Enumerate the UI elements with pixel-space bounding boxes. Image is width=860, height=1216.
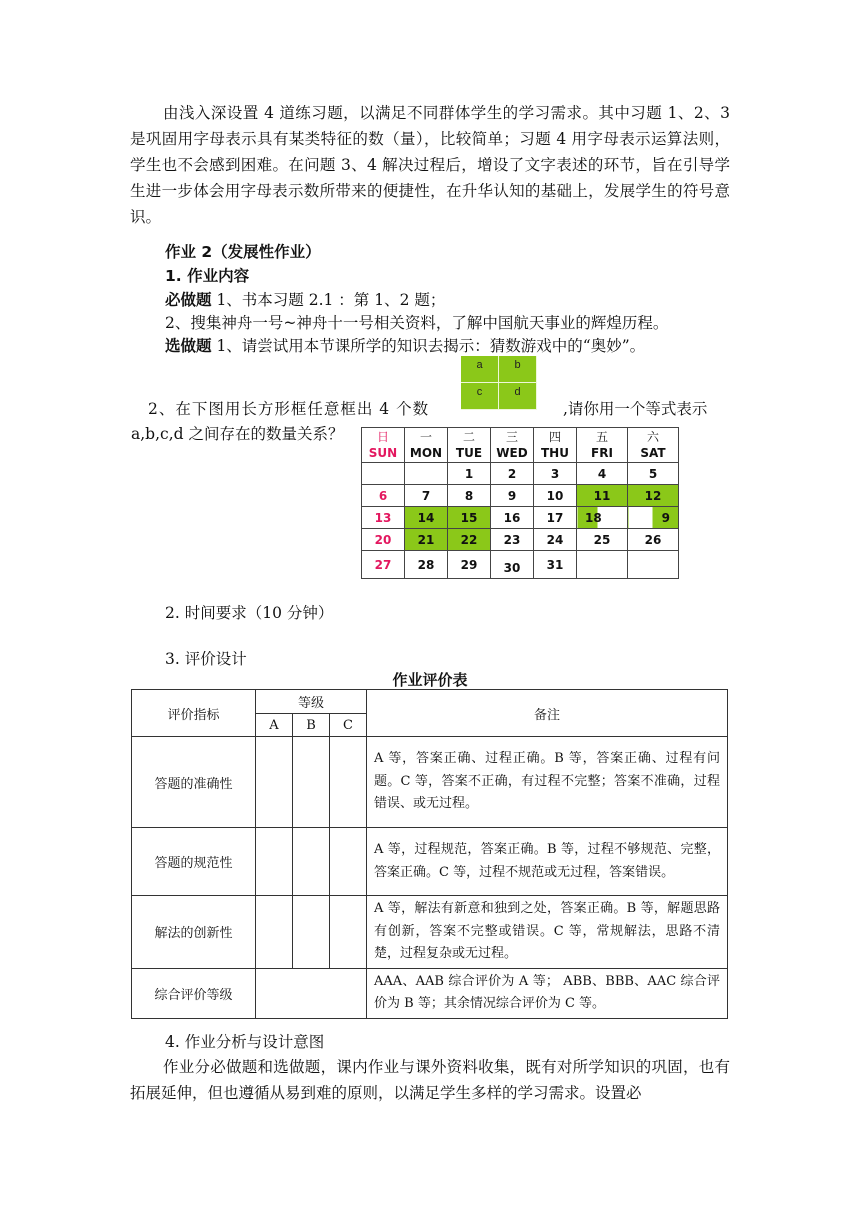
calendar-day xyxy=(577,551,628,579)
eval-row-note: A 等，答案正确、过程正确。B 等，答案正确、过程有问题。C 等，答案不正确，有过程不完整；答案不准确，过程错误、或无过程。 xyxy=(367,737,728,828)
eval-row-name: 综合评价等级 xyxy=(132,968,256,1018)
calendar-day: 30 xyxy=(491,551,534,579)
calendar-day: 27 xyxy=(362,551,405,579)
calendar-header-sat: 六 SAT xyxy=(628,428,679,463)
analysis-heading: 4. 作业分析与设计意图 xyxy=(165,1033,325,1051)
calendar-day: 7 xyxy=(405,485,448,507)
calendar-day: 8 xyxy=(448,485,491,507)
calendar-week-1 xyxy=(362,463,679,485)
calendar-day-highlighted: 18 xyxy=(577,507,628,529)
calendar-day: 13 xyxy=(362,507,405,529)
eval-cell-c xyxy=(330,828,367,896)
calendar-week-5 xyxy=(362,551,679,579)
eval-header-row xyxy=(132,690,728,714)
calendar-day: 3 xyxy=(534,463,577,485)
abcd-cell-d: d xyxy=(499,383,537,410)
eval-grade-b: B xyxy=(293,714,330,737)
calendar-day-highlighted: 14 xyxy=(405,507,448,529)
abcd-cell-b: b xyxy=(499,356,537,383)
eval-cell-c xyxy=(330,737,367,828)
eval-row-name: 答题的准确性 xyxy=(132,737,256,828)
eval-row xyxy=(132,896,728,969)
calendar-day: 10 xyxy=(534,485,577,507)
eval-row-note: A 等，过程规范，答案正确。B 等，过程不够规范、完整，答案正确。C 等，过程不规范或无过程，答案错误。 xyxy=(367,828,728,896)
calendar-day xyxy=(628,551,679,579)
calendar-day: 29 xyxy=(448,551,491,579)
eval-cell-a xyxy=(256,828,293,896)
calendar-day xyxy=(405,463,448,485)
optional-item-2-c: a,b,c,d 之间存在的数量关系？ xyxy=(131,425,344,443)
optional-label: 选做题 xyxy=(165,337,212,355)
calendar-day: 9 xyxy=(491,485,534,507)
calendar-header-tue: 二 TUE xyxy=(448,428,491,463)
eval-cell-a xyxy=(256,737,293,828)
eval-header-grade: 等级 xyxy=(256,690,367,714)
eval-cell-b xyxy=(293,896,330,969)
optional-item-1: 1、请尝试用本节课所学的知识去揭示：猜数游戏中的“奥妙”。 xyxy=(211,337,646,355)
calendar-day: 26 xyxy=(628,529,679,551)
eval-header-note: 备注 xyxy=(367,690,728,737)
eval-row xyxy=(132,828,728,896)
calendar-day: 17 xyxy=(534,507,577,529)
calendar-day: 24 xyxy=(534,529,577,551)
calendar-day: 6 xyxy=(362,485,405,507)
calendar-day-highlighted: 12 xyxy=(628,485,679,507)
eval-table-title: 作业评价表 xyxy=(392,671,468,689)
eval-design-heading: 3. 评价设计 xyxy=(165,650,247,668)
calendar-day-highlighted: 21 xyxy=(405,529,448,551)
calendar xyxy=(361,427,679,579)
calendar-header-fri: 五 FRI xyxy=(577,428,628,463)
calendar-week-2 xyxy=(362,485,679,507)
optional-item-2-a: 2、在下图用长方形框任意框出 4 个数 xyxy=(148,400,430,418)
eval-row-note: A 等，解法有新意和独到之处，答案正确。B 等，解题思路有创新，答案不完整或错误。C 等，常规解法，思路不清楚，过程复杂或无过程。 xyxy=(367,896,728,969)
eval-grade-a: A xyxy=(256,714,293,737)
calendar-week-4 xyxy=(362,529,679,551)
calendar-day: 2 xyxy=(491,463,534,485)
eval-row-name: 答题的规范性 xyxy=(132,828,256,896)
eval-row-note: AAA、AAB 综合评价为 A 等； ABB、BBB、AAC 综合评价为 B 等；其余情况综合评价为 C 等。 xyxy=(367,968,728,1018)
calendar-day: 4 xyxy=(577,463,628,485)
eval-row-name: 解法的创新性 xyxy=(132,896,256,969)
calendar-day: 25 xyxy=(577,529,628,551)
calendar-day: 16 xyxy=(491,507,534,529)
abcd-cell-c: c xyxy=(461,383,499,410)
calendar-day: 1 xyxy=(448,463,491,485)
eval-cell-a xyxy=(256,896,293,969)
calendar-day: 20 xyxy=(362,529,405,551)
optional-item-2-b: ,请你用一个等式表示 xyxy=(563,400,708,418)
calendar-day xyxy=(362,463,405,485)
calendar-day: 23 xyxy=(491,529,534,551)
calendar-day: 5 xyxy=(628,463,679,485)
analysis-paragraph: 作业分必做题和选做题，课内作业与课外资料收集，既有对所学知识的巩固，也有拓展延伸，但也遵循从易到难的原则，以满足学生多样的学习需求。设置必 xyxy=(130,1058,730,1102)
calendar-day: 31 xyxy=(534,551,577,579)
calendar-header-mon: 一 MON xyxy=(405,428,448,463)
eval-row-summary xyxy=(132,968,728,1018)
calendar-header-thu: 四 THU xyxy=(534,428,577,463)
eval-cell-merged xyxy=(256,968,367,1018)
optional-line-1 xyxy=(165,334,645,356)
calendar-day-highlighted: 15 xyxy=(448,507,491,529)
calendar-day-highlighted: 9 xyxy=(628,507,679,529)
calendar-header-row xyxy=(362,428,679,463)
eval-cell-c xyxy=(330,896,367,969)
eval-header-indicator: 评价指标 xyxy=(132,690,256,737)
required-item-1: 1、书本习题 2.1 ：第 1、2 题； xyxy=(211,291,446,309)
required-line-1 xyxy=(165,288,445,310)
homework2-heading: 作业 2（发展性作业） xyxy=(165,243,321,261)
eval-row xyxy=(132,737,728,828)
required-label: 必做题 xyxy=(165,291,212,309)
intro-paragraph: 由浅入深设置 4 道练习题，以满足不同群体学生的学习需求。其中习题 1、2、3 是巩固用字母表示具有某类特征的数（量），比较简单；习题 4 用字母表示运算法则，学生也不会感到困难。在问题 3、4 解决过程后，增设了文字表述的环节，旨在引导学生进一步体会用字母表示数所带来的便捷性，在升华认知的基础上，发展学生的符号意识。 xyxy=(130,104,730,226)
eval-grade-c: C xyxy=(330,714,367,737)
eval-cell-b xyxy=(293,737,330,828)
calendar-day: 28 xyxy=(405,551,448,579)
time-requirement: 2. 时间要求（10 分钟） xyxy=(165,604,334,622)
calendar-week-3 xyxy=(362,507,679,529)
calendar-header-sun: 日 SUN xyxy=(362,428,405,463)
calendar-day-highlighted: 22 xyxy=(448,529,491,551)
eval-table xyxy=(131,689,728,1019)
calendar-header-wed: 三 WED xyxy=(491,428,534,463)
eval-cell-b xyxy=(293,828,330,896)
abcd-cell-a: a xyxy=(461,356,499,383)
calendar-day-highlighted: 11 xyxy=(577,485,628,507)
content-heading: 1. 作业内容 xyxy=(165,267,250,285)
required-item-2: 2、搜集神舟一号~神舟十一号相关资料，了解中国航天事业的辉煌历程。 xyxy=(165,314,669,332)
abcd-box xyxy=(461,356,537,410)
